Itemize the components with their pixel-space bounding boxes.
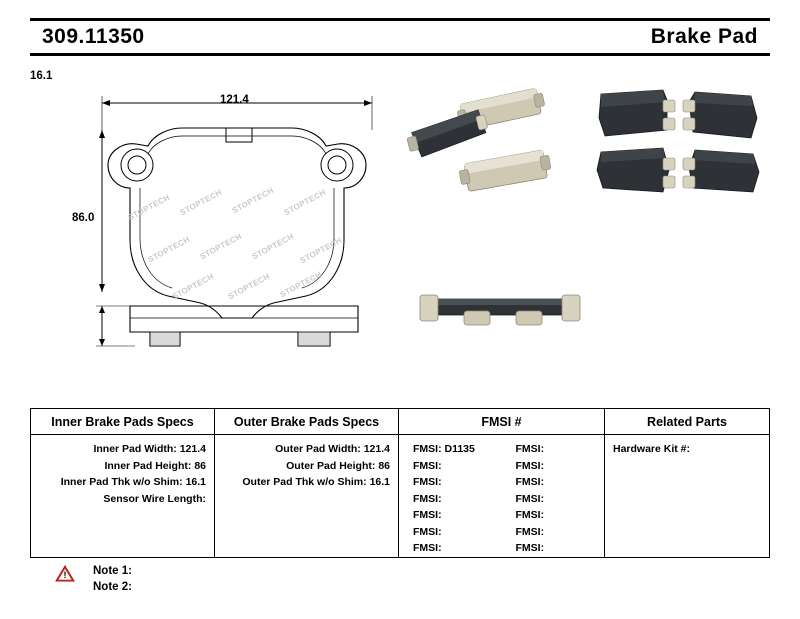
list-item: FMSI: <box>515 443 545 455</box>
warning-triangle-icon <box>55 565 75 585</box>
outer-pads-heading: Outer Brake Pads Specs <box>215 409 398 435</box>
watermark-text: STOPTECH <box>178 187 224 218</box>
part-number: 309.11350 <box>42 25 145 48</box>
row-label: Inner Pad Height: <box>104 459 192 472</box>
table-row <box>39 476 206 488</box>
row-label: Outer Pad Thk w/o Shim: <box>242 476 367 488</box>
row-value: 16.1 <box>185 476 206 488</box>
watermark-text: STOPTECH <box>198 231 244 262</box>
related-parts-column <box>605 409 769 557</box>
list-item: FMSI: <box>413 525 442 538</box>
list-item: FMSI: <box>413 509 442 521</box>
list-item: FMSI: <box>515 459 545 472</box>
drawing-area <box>30 70 770 390</box>
dimension-thickness-label: 16.1 <box>30 70 53 82</box>
list-item: FMSI: <box>413 459 442 472</box>
fmsi-left-list <box>399 443 502 559</box>
page-title: Brake Pad <box>650 25 758 48</box>
brake-pad-photo-cluster-set <box>575 78 775 218</box>
table-row <box>223 476 390 488</box>
outer-pads-column <box>215 409 399 557</box>
list-item: FMSI: <box>515 476 545 488</box>
list-item: FMSI: <box>515 525 545 538</box>
watermark-text: STOPTECH <box>146 234 192 265</box>
brake-pad-photo-cluster-front <box>400 80 580 210</box>
note-2-label: Note 2: <box>93 581 132 593</box>
row-label: Outer Pad Height: <box>286 459 376 472</box>
specifications-table <box>30 408 770 558</box>
list-item: FMSI: <box>515 542 545 554</box>
note-row <box>55 581 355 593</box>
table-row <box>223 460 390 472</box>
watermark-text: STOPTECH <box>250 231 296 262</box>
brake-pad-photo-edge-view <box>400 285 600 345</box>
note-row <box>55 565 355 580</box>
row-label: Sensor Wire Length: <box>103 492 206 505</box>
note-1-label: Note 1: <box>93 565 132 577</box>
table-row <box>223 443 390 455</box>
watermark-text: STOPTECH <box>278 269 324 300</box>
related-parts-body <box>605 435 769 455</box>
table-row <box>39 460 206 472</box>
list-item: FMSI: D1135 <box>413 443 475 455</box>
row-label: Outer Pad Width: <box>275 443 361 455</box>
row-value: 121.4 <box>179 443 206 455</box>
list-item: FMSI: <box>515 509 545 521</box>
table-row <box>39 443 206 455</box>
brake-pad-line-drawing <box>30 70 430 370</box>
row-value: 86 <box>378 459 390 472</box>
watermark-text: STOPTECH <box>298 235 344 266</box>
inner-pads-body <box>31 435 214 505</box>
row-label: Inner Pad Width: <box>93 443 177 455</box>
row-value: 86 <box>194 459 206 472</box>
list-item: FMSI: <box>413 476 442 488</box>
inner-pads-column <box>31 409 215 557</box>
related-parts-heading: Related Parts <box>605 409 769 435</box>
row-value: 121.4 <box>363 443 390 455</box>
dimension-height-label: 86.0 <box>72 212 95 224</box>
list-item: Hardware Kit #: <box>613 443 691 455</box>
row-label: Inner Pad Thk w/o Shim: <box>60 476 183 488</box>
row-value: 16.1 <box>369 476 390 488</box>
outer-pads-body <box>215 435 398 488</box>
inner-pads-heading: Inner Brake Pads Specs <box>31 409 214 435</box>
watermark-text: STOPTECH <box>226 271 272 302</box>
dimension-width-label: 121.4 <box>220 94 249 106</box>
watermark-text: STOPTECH <box>230 185 276 216</box>
watermark-text: STOPTECH <box>282 187 328 218</box>
watermark-text: STOPTECH <box>126 192 172 223</box>
list-item: FMSI: <box>413 542 442 554</box>
list-item: FMSI: <box>413 492 442 505</box>
svg-text:!: ! <box>63 570 67 580</box>
fmsi-body <box>399 435 604 559</box>
watermark-text: STOPTECH <box>170 271 216 302</box>
fmsi-heading: FMSI # <box>399 409 604 435</box>
table-row <box>39 493 206 505</box>
notes-section <box>55 565 355 597</box>
fmsi-column <box>399 409 605 557</box>
document-header <box>30 18 770 56</box>
fmsi-right-list <box>502 443 605 559</box>
list-item: FMSI: <box>515 492 545 505</box>
